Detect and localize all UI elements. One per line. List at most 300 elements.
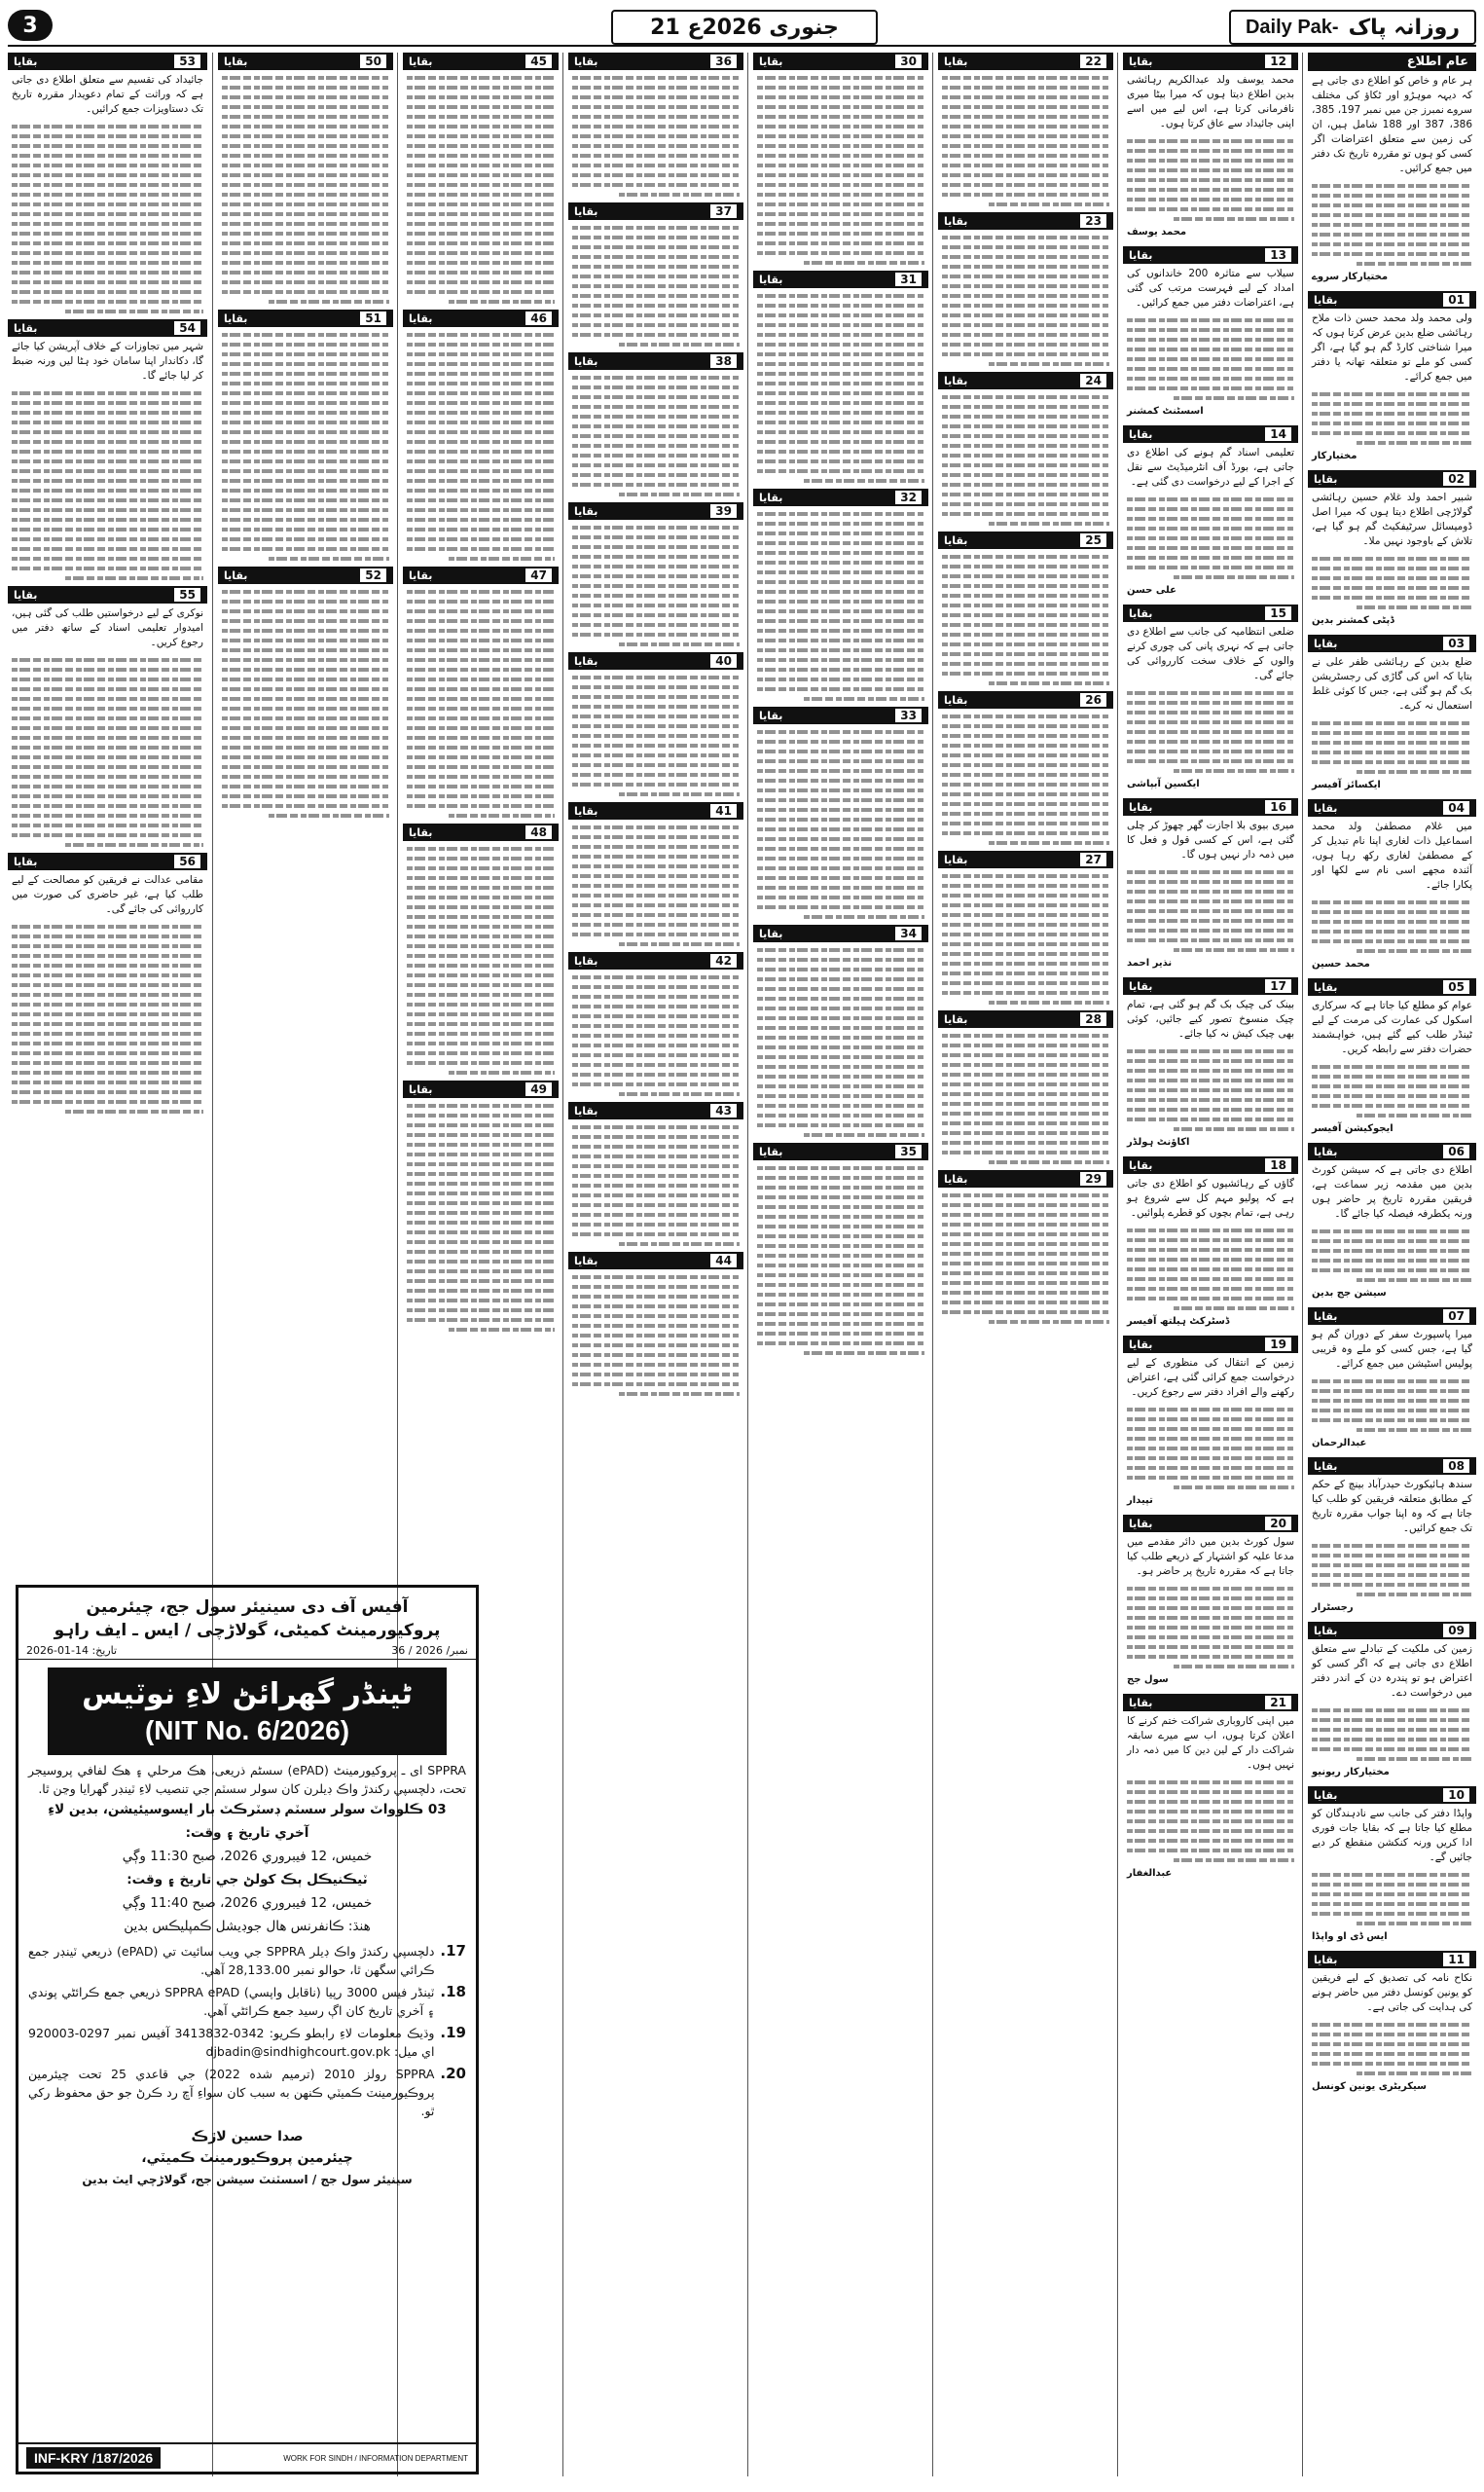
notice-tag: بقایا — [1129, 1158, 1153, 1172]
notice-signature: اکاؤنٹ ہولڈر — [1127, 1137, 1190, 1148]
masthead-english: Daily Pak- — [1245, 16, 1339, 38]
notice-tag: بقایا — [1129, 1696, 1153, 1709]
column-rule — [932, 53, 933, 2476]
classified-notice — [1308, 291, 1476, 464]
notice-column — [8, 53, 207, 1571]
notice-number: 41 — [709, 803, 738, 819]
classified-notice — [568, 1252, 743, 1396]
text-filler — [568, 376, 743, 496]
notice-header — [938, 1170, 1113, 1188]
notice-tag: بقایا — [944, 214, 968, 228]
tender-office-line2: پروکیورمینٹ کمیٹی، گولاڑچی / ایس ـ ایف راہو — [54, 1621, 441, 1640]
notice-number: 24 — [1079, 373, 1107, 388]
classified-notice — [1123, 605, 1298, 792]
notice-header — [1123, 977, 1298, 995]
classified-notice — [403, 53, 559, 304]
notice-header — [753, 53, 928, 70]
notice-tag: بقایا — [1314, 293, 1338, 307]
notice-number: 51 — [359, 311, 387, 326]
classified-notice — [568, 952, 743, 1096]
notice-tag: بقایا — [14, 321, 38, 335]
masthead-urdu: روزانہ پاک — [1348, 15, 1460, 40]
notice-signature: رجسٹرار — [1312, 1602, 1354, 1613]
classified-notice — [938, 851, 1113, 1005]
notice-header — [1308, 799, 1476, 817]
notice-number: 46 — [525, 311, 553, 326]
notice-number: 52 — [359, 568, 387, 583]
notice-header — [1308, 1622, 1476, 1639]
text-filler — [938, 76, 1113, 206]
notice-number: 12 — [1264, 54, 1292, 69]
classified-notice — [568, 352, 743, 496]
classified-notice — [403, 824, 559, 1075]
notice-tag: بقایا — [1129, 55, 1153, 68]
tender-venue: ھنڌ: ڪانفرنس ھال جوڊيشل ڪمپليڪس بدين — [124, 1919, 371, 1934]
tender-clause-text: SPPRA رولز 2010 (ترميم شده 2022) جي قاعدي 25 تحت چيئرمين پروڪيورمينٽ ڪميٽي ڪنهن به سبب کان سواءِ آڇ رد ڪرڻ جو حق محفوظ رکي ٿو. — [28, 2067, 435, 2118]
classified-notice — [938, 1170, 1113, 1324]
general-announcement-body: ہر عام و خاص کو اطلاع دی جاتی ہے کہ دیہہ موہڑو اور ٹکاؤ کی مختلف سروے نمبرز جن میں نمبر 197، 385، 386، 387 اور 188 شامل ہیں، ان کی زمین سے متعلق اعتراضات اگر کسی کو ہوں تو مقررہ تاریخ تک دفتر میں جمع کرائیں۔ — [1312, 75, 1472, 174]
classified-notice — [938, 372, 1113, 526]
notice-tag: بقایا — [14, 588, 38, 602]
notice-header — [753, 1143, 928, 1160]
classified-notice — [568, 53, 743, 197]
classified-notice — [938, 531, 1113, 685]
notice-tag: بقایا — [1129, 979, 1153, 993]
notice-header — [753, 271, 928, 288]
notice-tag: بقایا — [759, 55, 783, 68]
notice-body: عوام کو مطلع کیا جاتا ہے کہ سرکاری اسکول کی عمارت کی مرمت کے لیے ٹینڈر طلب کیے گئے ہیں، خواہشمند حضرات دفتر سے رابطہ کریں۔ — [1312, 1000, 1472, 1055]
classified-notice — [1123, 798, 1298, 971]
classified-notice — [403, 310, 559, 561]
notice-tag: بقایا — [1129, 800, 1153, 814]
notice-body: میں غلام مصطفیٰ ولد محمد اسماعیل ذات لغاری اپنا نام تبدیل کر کے مصطفیٰ لغاری رکھ رہا ہوں، آئندہ مجھے اسی نام سے لکھا اور پکارا جائے۔ — [1312, 821, 1472, 891]
notice-signature: عبدالرحمان — [1312, 1438, 1367, 1448]
notice-signature: ایکسین آبپاشی — [1127, 779, 1200, 789]
notice-number: 42 — [709, 953, 738, 969]
classified-notice — [1308, 1307, 1476, 1451]
notice-tag: بقایا — [1314, 1624, 1338, 1637]
notice-header — [218, 567, 393, 584]
notice-header — [1308, 1143, 1476, 1160]
notice-header — [8, 319, 207, 337]
notice-body: گاؤں کے رہائشیوں کو اطلاع دی جاتی ہے کہ پولیو مہم کل سے شروع ہو رہی ہے، تمام بچوں کو قطرے پلوائیں۔ — [1127, 1178, 1294, 1219]
notice-header — [753, 707, 928, 724]
text-filler — [568, 825, 743, 946]
classified-notice — [938, 212, 1113, 366]
notice-tag: بقایا — [409, 825, 433, 839]
classified-notice — [1123, 1694, 1298, 1882]
notice-number: 34 — [894, 926, 923, 941]
notice-body: سول کورٹ بدین میں دائر مقدمے میں مدعا علیہ کو اشتہار کے ذریعے طلب کیا جاتا ہے کہ مقررہ تاریخ پر حاضر ہو۔ — [1127, 1536, 1294, 1577]
classified-notice — [8, 853, 207, 1114]
notice-tag: بقایا — [944, 55, 968, 68]
notice-number: 22 — [1079, 54, 1107, 69]
classified-notice — [1308, 470, 1476, 629]
notice-signature: سول جج — [1127, 1674, 1169, 1685]
text-filler — [1308, 1708, 1476, 1761]
notice-header — [1308, 470, 1476, 488]
classified-notice — [753, 925, 928, 1137]
text-filler — [938, 1034, 1113, 1164]
notice-body: زمین کے انتقال کی منظوری کے لیے درخواست جمع کرائی گئی ہے، اعتراض رکھنے والے افراد دفتر سے رجوع کریں۔ — [1127, 1357, 1294, 1398]
notice-tag: بقایا — [409, 55, 433, 68]
notice-tag: بقایا — [1314, 801, 1338, 815]
notice-header — [938, 851, 1113, 868]
notice-header — [1123, 1336, 1298, 1353]
text-filler — [8, 658, 207, 847]
text-filler — [403, 847, 559, 1075]
tender-clause-number: 20. — [440, 2065, 466, 2082]
notice-tag: بقایا — [759, 709, 783, 722]
notice-body: زمین کی ملکیت کے تبادلے سے متعلق اطلاع دی جاتی ہے کہ اگر کسی کو اعتراض ہو تو پندرہ دن کے اندر دفتر میں درخواست دے۔ — [1312, 1643, 1472, 1699]
tender-deadline-heading: آخري تاريخ ۽ وقت: — [185, 1825, 309, 1841]
notice-number: 30 — [894, 54, 923, 69]
classified-notice — [753, 271, 928, 483]
notice-number: 01 — [1442, 292, 1470, 308]
notice-header — [8, 53, 207, 70]
classified-notice — [1308, 1622, 1476, 1780]
notice-tag: بقایا — [574, 504, 598, 518]
notice-tag: بقایا — [944, 693, 968, 707]
notice-header — [753, 925, 928, 942]
text-filler — [403, 76, 559, 304]
text-filler — [8, 125, 207, 313]
notice-number: 16 — [1264, 799, 1292, 815]
notice-signature: مختیارکار — [1312, 451, 1357, 461]
notice-tag: بقایا — [759, 273, 783, 286]
tender-opening: خميس، 12 فيبروري 2026، صبح 11:40 وڳي — [122, 1895, 373, 1911]
notice-column — [753, 53, 928, 2476]
notice-signature: سیکریٹری یونین کونسل — [1312, 2081, 1427, 2092]
notice-header — [753, 489, 928, 506]
notice-tag: بقایا — [224, 312, 248, 325]
notice-signature: ایکسائز آفیسر — [1312, 780, 1381, 790]
notice-body: ضلع بدین کے رہائشی ظفر علی نے بتایا کہ اس کی گاڑی کی رجسٹریشن بک گم ہو گئی ہے، جس کا کوئی غلط استعمال نہ کرے۔ — [1312, 656, 1472, 712]
classified-notice — [1123, 1336, 1298, 1509]
tender-clause — [18, 2061, 476, 2120]
tender-signatory-name: صدا حسين لاڙڪ — [191, 2129, 304, 2144]
notice-tag: بقایا — [1314, 1953, 1338, 1966]
text-filler — [1308, 2023, 1476, 2075]
text-filler — [1308, 1065, 1476, 1118]
notice-body: محمد یوسف ولد عبدالکریم رہائشی بدین اطلاع دیتا ہوں کہ میرا بیٹا میری نافرمانی کرتا ہے، اس لیے میں اسے اپنی جائیداد سے عاق کرتا ہوں۔ — [1127, 74, 1294, 129]
classified-notice — [938, 1010, 1113, 1164]
issue-date: 21 جنوری 2026ع — [611, 10, 878, 45]
tender-deadline: خميس، 12 فيبروري 2026، صبح 11:30 وڳي — [122, 1849, 373, 1864]
text-filler — [753, 948, 928, 1137]
notice-signature: عبدالغفار — [1127, 1868, 1173, 1879]
text-filler — [1123, 1408, 1298, 1489]
notice-number: 15 — [1264, 605, 1292, 621]
notice-tag: بقایا — [1129, 606, 1153, 620]
classified-notice — [568, 802, 743, 946]
tender-office — [18, 1588, 476, 1642]
classified-notice — [753, 1143, 928, 1355]
notice-tag: بقایا — [1129, 427, 1153, 441]
notice-body: جائیداد کی تقسیم سے متعلق اطلاع دی جاتی ہے کہ وراثت کے تمام دعویدار مقررہ تاریخ تک دستاویزات جمع کرائیں۔ — [12, 74, 203, 115]
notice-number: 06 — [1442, 1144, 1470, 1159]
notice-body: مقامی عدالت نے فریقین کو مصالحت کے لیے طلب کیا ہے، غیر حاضری کی صورت میں کارروائی کی جائے گی۔ — [12, 874, 203, 915]
notice-number: 32 — [894, 490, 923, 505]
text-filler — [938, 715, 1113, 845]
notice-body: بینک کی چیک بک گم ہو گئی ہے، تمام چیک منسوخ تصور کیے جائیں، کوئی بھی چیک کیش نہ کیا جائے۔ — [1127, 999, 1294, 1040]
notice-number: 21 — [1264, 1695, 1292, 1710]
tender-title-english: (NIT No. 6/2026) — [144, 1715, 350, 1745]
masthead — [1229, 10, 1476, 45]
notice-column — [218, 53, 393, 1571]
tender-clause — [18, 2020, 476, 2061]
text-filler — [1123, 691, 1298, 773]
notice-tag: بقایا — [1314, 1145, 1338, 1158]
notice-header — [938, 372, 1113, 389]
notice-header — [403, 53, 559, 70]
notice-number: 49 — [525, 1081, 553, 1097]
text-filler — [753, 730, 928, 919]
notice-tag: بقایا — [1314, 1309, 1338, 1323]
notice-signature: اسسٹنٹ کمشنر — [1127, 406, 1204, 417]
text-filler — [8, 925, 207, 1114]
text-filler — [753, 76, 928, 265]
notice-signature: علی حسن — [1127, 585, 1176, 596]
notice-body: واپڈا دفتر کی جانب سے نادہندگان کو مطلع کیا جاتا ہے کہ بقایا جات فوری ادا کریں ورنہ کنکشن منقطع کر دیے جائیں گے۔ — [1312, 1808, 1472, 1863]
notice-column — [1308, 53, 1476, 2476]
notice-header — [1123, 1515, 1298, 1532]
classified-notice — [8, 53, 207, 313]
notice-number: 45 — [525, 54, 553, 69]
notice-tag: بقایا — [944, 374, 968, 387]
classified-notice — [218, 310, 393, 561]
notice-column — [568, 53, 743, 2476]
text-filler — [1308, 1873, 1476, 1925]
tender-signature — [18, 2120, 476, 2190]
notice-number: 27 — [1079, 852, 1107, 867]
notice-number: 37 — [709, 203, 738, 219]
text-filler — [1123, 1228, 1298, 1310]
notice-signature: محمد حسین — [1312, 959, 1370, 970]
text-filler — [1123, 1587, 1298, 1668]
tender-clause-number: 19. — [440, 2024, 466, 2041]
notice-tag: بقایا — [14, 55, 38, 68]
text-filler — [1123, 318, 1298, 400]
tender-clause — [18, 1938, 476, 1979]
notice-number: 50 — [359, 54, 387, 69]
notice-header — [938, 1010, 1113, 1028]
notice-tag: بقایا — [1314, 980, 1338, 994]
notice-number: 36 — [709, 54, 738, 69]
notice-tag: بقایا — [574, 55, 598, 68]
notice-body: میرا پاسپورٹ سفر کے دوران گم ہو گیا ہے، جس کسی کو ملے وہ قریبی پولیس اسٹیشن میں جمع کرائے۔ — [1312, 1329, 1472, 1370]
text-filler — [218, 333, 393, 561]
notice-number: 11 — [1442, 1952, 1470, 1967]
notice-header — [568, 802, 743, 820]
notice-tag: بقایا — [1129, 1517, 1153, 1530]
notice-header — [1123, 1156, 1298, 1174]
text-filler — [568, 76, 743, 197]
notice-number: 17 — [1264, 978, 1292, 994]
notice-number: 54 — [173, 320, 201, 336]
notice-header — [1308, 978, 1476, 996]
notice-header — [1308, 635, 1476, 652]
text-filler — [1123, 870, 1298, 952]
classified-notice — [1308, 1951, 1476, 2095]
text-filler — [1308, 1544, 1476, 1596]
text-filler — [938, 395, 1113, 526]
tender-clause — [18, 1979, 476, 2020]
notice-signature: نذیر احمد — [1127, 958, 1173, 969]
text-filler — [938, 555, 1113, 685]
tender-signatory-office: سينيئر سول جج / اسسٽنٽ سيشن جج، گولاڑچي ايٽ بدين — [82, 2173, 413, 2186]
classified-notice — [1123, 1156, 1298, 1330]
page-header — [8, 8, 1476, 47]
tender-clause-text: وڌيڪ معلومات لاءِ رابطو ڪريو: 0342-3413832 آفيس نمبر 0297-920003 اي ميل: djbadin@sindhighcourt.gov.pk — [28, 2026, 435, 2059]
classified-notice — [568, 202, 743, 347]
tender-ref-date: تاریخ: 14-01-2026 — [26, 1644, 118, 1657]
classified-notice — [8, 319, 207, 580]
notice-number: 44 — [709, 1253, 738, 1268]
notice-signature: مختیارکار ریونیو — [1312, 1767, 1390, 1777]
text-filler — [753, 294, 928, 483]
notice-header — [1123, 605, 1298, 622]
tender-item-line: 03 ڪلوواٽ سولر سسٽم ڊسٽرڪٽ بار ايسوسيئيشن، بدين لاءِ — [48, 1802, 447, 1817]
notice-signature: محمد یوسف — [1127, 227, 1187, 238]
general-announcement-title: عام اطلاع — [1308, 53, 1476, 71]
notice-signature: ایس ڈی او واپڈا — [1312, 1931, 1388, 1942]
classified-notice — [568, 1102, 743, 1246]
notice-tag: بقایا — [224, 568, 248, 582]
notice-tag: بقایا — [409, 1082, 433, 1096]
notice-tag: بقایا — [1129, 248, 1153, 262]
notice-tag: بقایا — [944, 1012, 968, 1026]
notice-tag: بقایا — [759, 927, 783, 940]
notice-tag: بقایا — [409, 312, 433, 325]
notice-header — [568, 952, 743, 970]
classified-notice — [1123, 425, 1298, 599]
notice-number: 14 — [1264, 426, 1292, 442]
notice-header — [568, 1102, 743, 1119]
notice-tag: بقایا — [14, 855, 38, 868]
notice-tag: بقایا — [574, 1104, 598, 1118]
text-filler — [1308, 557, 1476, 609]
text-filler — [753, 1166, 928, 1355]
notice-header — [1308, 1786, 1476, 1804]
notice-body: شہر میں تجاوزات کے خلاف آپریشن کیا جائے گا، دکاندار اپنا سامان خود ہٹا لیں ورنہ ضبط کر لیا جائے گا۔ — [12, 341, 203, 382]
text-filler — [218, 76, 393, 304]
notice-number: 38 — [709, 353, 738, 369]
notice-header — [1308, 1457, 1476, 1475]
notice-number: 33 — [894, 708, 923, 723]
classified-notice — [1308, 1143, 1476, 1301]
text-filler — [1308, 900, 1476, 953]
notice-header — [568, 502, 743, 520]
notice-signature: ڈپٹی کمشنر بدین — [1312, 615, 1394, 626]
notice-number: 53 — [173, 54, 201, 69]
notice-tag: بقایا — [574, 1254, 598, 1267]
notice-column — [1123, 53, 1298, 2476]
notice-tag: بقایا — [944, 533, 968, 547]
tender-clause-number: 17. — [440, 1942, 466, 1960]
text-filler — [1123, 1780, 1298, 1862]
text-filler — [403, 333, 559, 561]
notice-number: 25 — [1079, 532, 1107, 548]
notice-number: 20 — [1264, 1516, 1292, 1531]
text-filler — [1308, 392, 1476, 445]
classified-notice — [1308, 799, 1476, 972]
tender-clause-number: 18. — [440, 1983, 466, 2000]
notice-header — [568, 652, 743, 670]
notice-header — [403, 824, 559, 841]
info-dept-logo: WORK FOR SINDH / INFORMATION DEPARTMENT — [283, 2453, 468, 2463]
classified-notice — [403, 1081, 559, 1332]
notice-tag: بقایا — [574, 954, 598, 968]
tender-clause-text: ٽينڈر فيس 3000 رپيا (ناقابل واپسي) SPPRA ePAD ذريعي جمع ڪرائڻي پوندي ۽ آخري تاريخ کان اڳ رسيد جمع ڪرائڻي آهي. — [28, 1985, 435, 2018]
classified-notice — [1308, 978, 1476, 1137]
notice-number: 39 — [709, 503, 738, 519]
notice-number: 02 — [1442, 471, 1470, 487]
tender-office-line1: آفیس آف دی سینیئر سول جج، چیئرمین — [86, 1597, 409, 1617]
notice-tag: بقایا — [574, 354, 598, 368]
notice-header — [1123, 53, 1298, 70]
notice-number: 03 — [1442, 636, 1470, 651]
notice-tag: بقایا — [1314, 1459, 1338, 1473]
notice-header — [1308, 291, 1476, 309]
notice-tag: بقایا — [409, 568, 433, 582]
general-announcement-signature: مختیارکار سروے — [1312, 272, 1389, 282]
text-filler — [8, 391, 207, 580]
column-rule — [1117, 53, 1118, 2476]
notice-header — [218, 53, 393, 70]
text-filler — [753, 512, 928, 701]
notice-header — [218, 310, 393, 327]
tender-ref-row — [18, 1642, 476, 1660]
notice-number: 05 — [1442, 979, 1470, 995]
text-filler — [1308, 721, 1476, 774]
classified-notice — [1308, 1457, 1476, 1616]
classified-notice — [568, 652, 743, 796]
notice-header — [568, 53, 743, 70]
text-filler — [403, 1104, 559, 1332]
notice-number: 09 — [1442, 1623, 1470, 1638]
notice-signature: ایجوکیشن آفیسر — [1312, 1123, 1394, 1134]
text-filler — [568, 975, 743, 1096]
classified-notice — [218, 53, 393, 304]
notice-header — [403, 1081, 559, 1098]
notice-header — [1123, 798, 1298, 816]
text-filler — [1308, 1229, 1476, 1282]
column-rule — [747, 53, 748, 2476]
notice-header — [1308, 1307, 1476, 1325]
notice-column — [938, 53, 1113, 2476]
classified-notice — [938, 691, 1113, 845]
notice-number: 10 — [1442, 1787, 1470, 1803]
column-rule — [1302, 53, 1303, 2476]
classified-notice — [1308, 635, 1476, 793]
notice-body: سندھ ہائیکورٹ حیدرآباد بینچ کے حکم کے مطابق متعلقہ فریقین کو طلب کیا جاتا ہے کہ وہ اپنا جواب مقررہ تاریخ تک جمع کرائیں۔ — [1312, 1479, 1472, 1534]
tender-footer — [18, 2442, 476, 2472]
notice-header — [568, 352, 743, 370]
tender-items — [18, 1938, 476, 2120]
notice-body: میری بیوی بلا اجازت گھر چھوڑ کر چلی گئی ہے، اس کے کسی قول و فعل کا میں ذمہ دار نہیں ہوں گا۔ — [1127, 820, 1294, 861]
tender-banner — [48, 1667, 447, 1755]
notice-header — [1123, 425, 1298, 443]
notice-number: 08 — [1442, 1458, 1470, 1474]
notice-number: 28 — [1079, 1011, 1107, 1027]
notice-header — [403, 310, 559, 327]
page-number: 3 — [8, 10, 53, 41]
classified-notice — [568, 502, 743, 646]
tender-opening-heading: ٽيڪنيڪل ٻڪ کولڻ جي تاريخ ۽ وقت: — [127, 1872, 368, 1887]
notice-number: 29 — [1079, 1171, 1107, 1187]
text-filler — [568, 676, 743, 796]
